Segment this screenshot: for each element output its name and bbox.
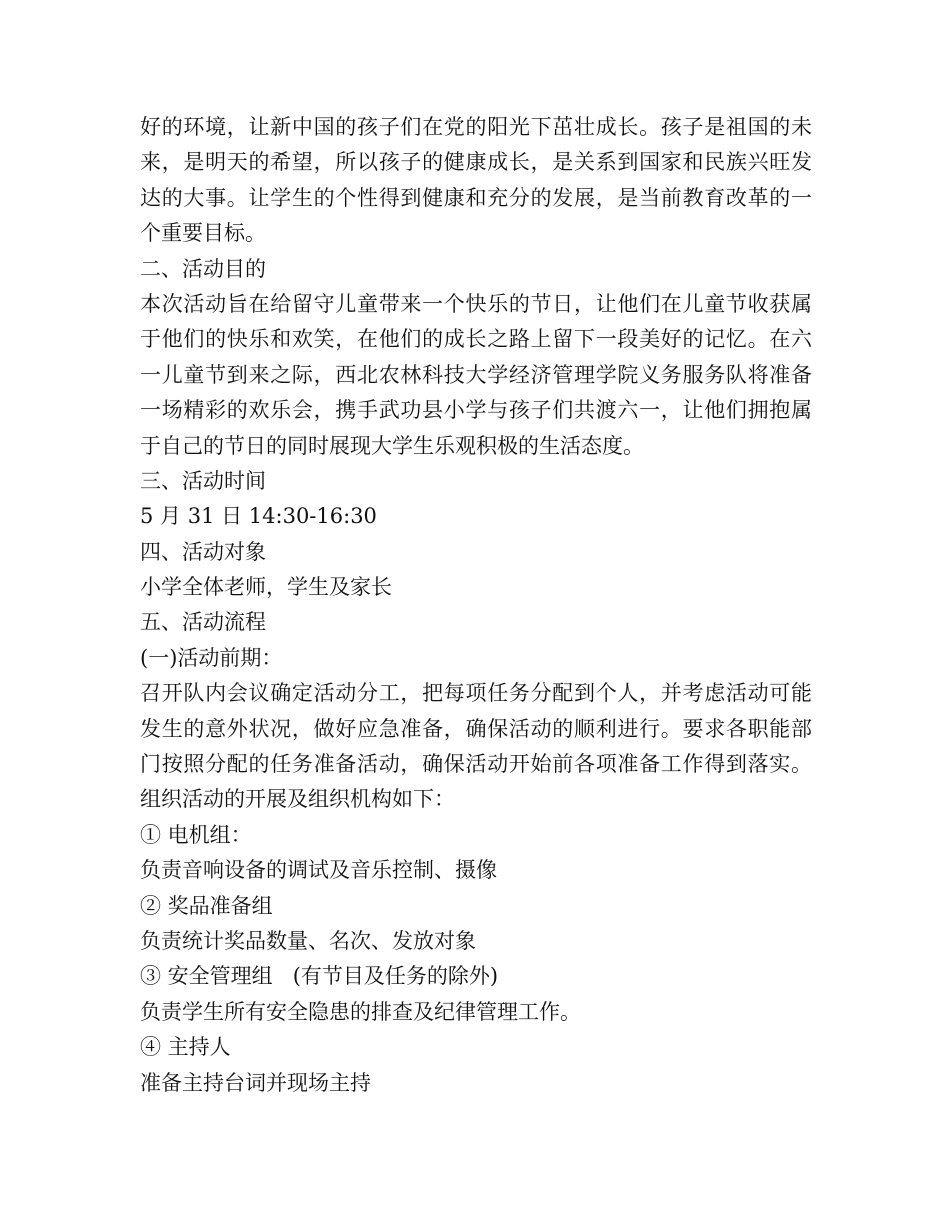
activity-target: 小学全体老师，学生及家长 <box>140 575 392 600</box>
list-item-description: 准备主持台词并现场主持 <box>140 1070 371 1095</box>
paragraph-line: 召开队内会议确定活动分工，把每项任务分配到个人，并考虑活动可能 <box>140 681 812 706</box>
subsection-heading: (一)活动前期： <box>140 645 283 670</box>
paragraph-line: 于他们的快乐和欢笑，在他们的成长之路上留下一段美好的记忆。在六 <box>140 327 812 352</box>
paragraph-line: 来，是明天的希望，所以孩子的健康成长，是关系到国家和民族兴旺发 <box>140 150 812 175</box>
paragraph-line: 达的大事。让学生的个性得到健康和充分的发展，是当前教育改革的一 <box>140 185 812 210</box>
list-item-description: 负责学生所有安全隐患的排查及纪律管理工作。 <box>140 999 581 1024</box>
list-item-heading: ② 奖品准备组 <box>140 893 273 918</box>
paragraph-line: 门按照分配的任务准备活动，确保活动开始前各项准备工作得到落实。 <box>140 752 812 777</box>
paragraph-line: 本次活动旨在给留守儿童带来一个快乐的节日，让他们在儿童节收获属 <box>140 291 812 316</box>
activity-time: 5 月 31 日 14:30-16:30 <box>140 504 377 529</box>
section-heading: 五、活动流程 <box>140 610 266 635</box>
list-item-description: 负责统计奖品数量、名次、发放对象 <box>140 928 476 953</box>
paragraph-line: 一儿童节到来之际，西北农林科技大学经济管理学院义务服务队将准备 <box>140 362 812 387</box>
paragraph-line: 于自己的节日的同时展现大学生乐观积极的生活态度。 <box>140 433 644 458</box>
list-item-heading: ④ 主持人 <box>140 1035 231 1060</box>
section-heading: 四、活动对象 <box>140 539 266 564</box>
paragraph-line: 发生的意外状况，做好应急准备，确保活动的顺利进行。要求各职能部 <box>140 716 812 741</box>
paragraph-line: 好的环境，让新中国的孩子们在党的阳光下茁壮成长。孩子是祖国的未 <box>140 115 812 139</box>
section-heading: 三、活动时间 <box>140 468 266 493</box>
paragraph-line: 个重要目标。 <box>140 221 266 246</box>
list-item-heading: ① 电机组： <box>140 822 252 847</box>
paragraph-line: 一场精彩的欢乐会，携手武功县小学与孩子们共渡六一，让他们拥抱属 <box>140 398 812 423</box>
paragraph-line: 组织活动的开展及组织机构如下： <box>140 787 455 812</box>
list-item-description: 负责音响设备的调试及音乐控制、摄像 <box>140 858 497 883</box>
section-heading: 二、活动目的 <box>140 256 266 281</box>
list-item-heading: ③ 安全管理组 (有节目及任务的除外) <box>140 964 499 989</box>
document-page <box>140 110 820 1120</box>
